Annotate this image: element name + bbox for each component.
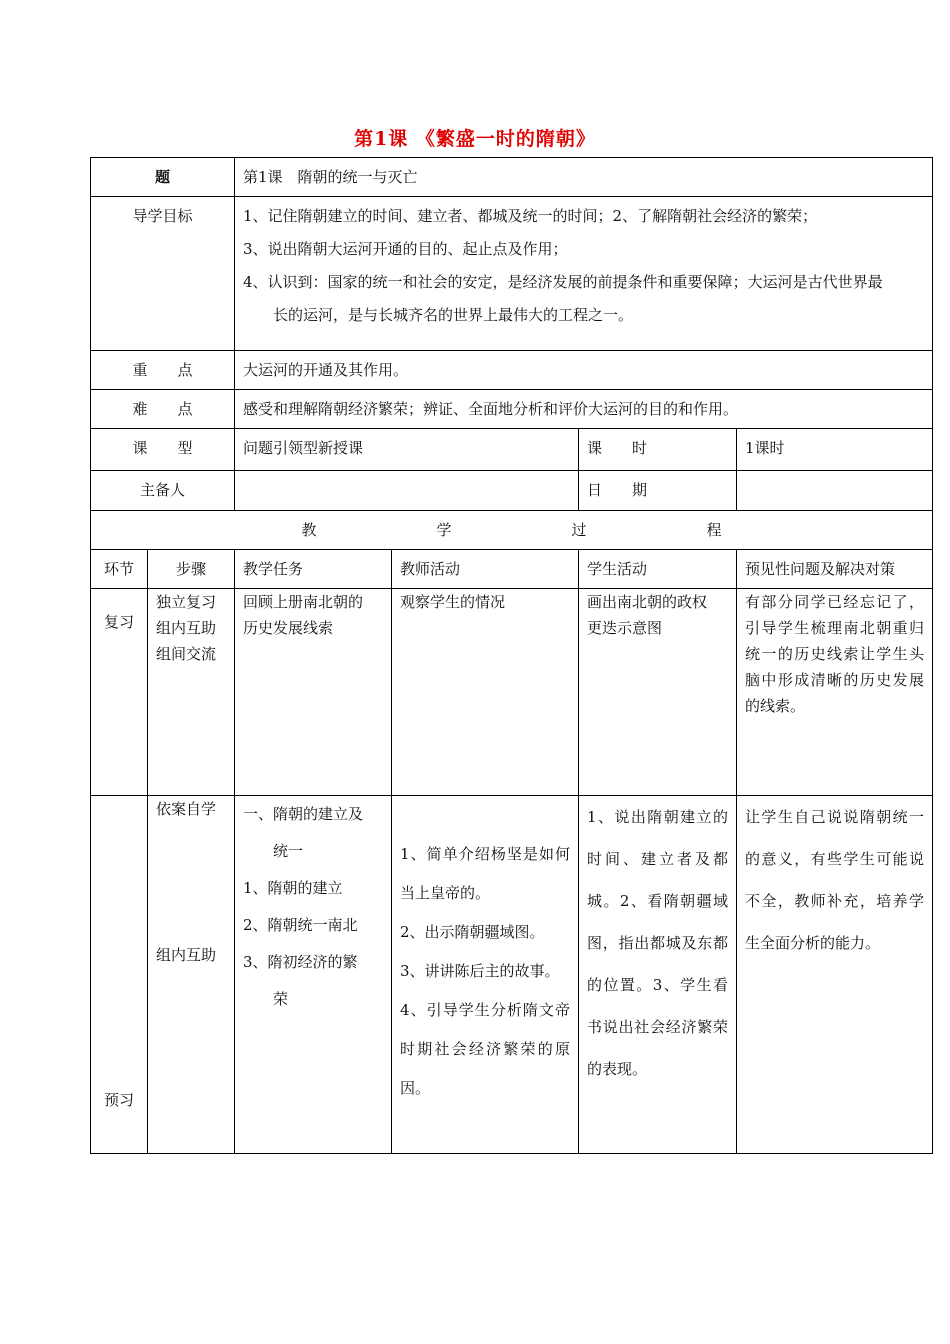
column-header: 教师活动: [392, 550, 579, 589]
lesson-plan-table: [90, 157, 933, 1154]
topic-row: [91, 158, 933, 197]
task-line: 2、隋朝统一南北: [243, 916, 358, 934]
task-cell: [235, 589, 392, 796]
stage-label: 预习: [103, 1091, 134, 1109]
type-row: [91, 429, 933, 471]
student-line: 更迭示意图: [587, 619, 663, 637]
type-label: 课 型: [91, 429, 235, 471]
goals-row: [91, 197, 933, 351]
preview-row: [91, 796, 933, 1154]
difficult-label: 难 点: [91, 390, 235, 429]
step-item: 独立复习: [156, 593, 217, 611]
teacher-cell: [392, 589, 579, 796]
process-header: 教 学 过 程: [91, 511, 933, 550]
key-row: [91, 351, 933, 390]
key-label: 重 点: [91, 351, 235, 390]
page-title: 第1课 《繁盛一时的隋朝》: [354, 128, 596, 150]
stage-cell: [91, 589, 148, 796]
student-cell: [579, 796, 737, 1154]
date-value: [737, 471, 933, 511]
step-item: 组间交流: [156, 645, 217, 663]
goals-cell: [235, 197, 933, 351]
teacher-text: 1、简单介绍杨坚是如何当上皇帝的。 2、出示隋朝疆域图。 3、讲讲陈后主的故事。 4、引导学生分析隋文帝时期社会经济繁荣的原因。: [400, 845, 571, 1097]
column-header: 步骤: [148, 550, 235, 589]
preparer-label: 主备人: [91, 471, 235, 511]
column-header: 环节: [91, 550, 148, 589]
solution-text: 有部分同学已经忘记了，引导学生梳理南北朝重归统一的历史线索让学生头脑中形成清晰的历史发展的线索。: [745, 593, 925, 715]
solution-cell: [737, 796, 933, 1154]
column-header-row: [91, 550, 933, 589]
task-line: 一、隋朝的建立及: [243, 805, 364, 823]
goal-line: 1、记住隋朝建立的时间、建立者、都城及统一的时间；2、了解隋朝社会经济的繁荣；: [243, 207, 818, 225]
task-line: 统一: [273, 842, 304, 860]
type-text: 问题引领型新授课: [243, 439, 364, 457]
column-header: 预见性问题及解决对策: [737, 550, 933, 589]
topic-label: 题: [91, 158, 235, 197]
student-text: 1、说出隋朝建立的时间、建立者及都城。2、看隋朝疆域图，指出都城及东都的位置。3、学生看书说出社会经济繁荣的表现。: [587, 808, 729, 1078]
steps-cell: [148, 589, 235, 796]
review-row: [91, 589, 933, 796]
date-label: 日 期: [579, 471, 737, 511]
stage-cell: [91, 796, 148, 1154]
goals-label: 导学目标: [91, 197, 235, 351]
solution-cell: [737, 589, 933, 796]
goal-line: 长的运河，是与长城齐名的世界上最伟大的工程之一。: [273, 306, 634, 324]
student-line: 画出南北朝的政权: [587, 593, 708, 611]
column-header: 学生活动: [579, 550, 737, 589]
goal-line: 3、说出隋朝大运河开通的目的、起止点及作用；: [243, 240, 568, 258]
preparer-value: [235, 471, 579, 511]
task-line: 历史发展线索: [243, 619, 334, 637]
task-line: 回顾上册南北朝的: [243, 593, 364, 611]
teacher-line: 观察学生的情况: [400, 593, 506, 611]
solution-text: 让学生自己说说隋朝统一的意义，有些学生可能说不全，教师补充，培养学生全面分析的能力。: [745, 808, 925, 952]
steps-cell: [148, 796, 235, 1154]
step-item: 组内互助: [156, 619, 217, 637]
type-value: [235, 429, 579, 471]
stage-label: 复习: [103, 613, 134, 631]
goal-line: 4、认识到：国家的统一和社会的安定，是经济发展的前提条件和重要保障；大运河是古代世界最: [243, 273, 883, 291]
teacher-cell: [392, 796, 579, 1154]
key-value: 大运河的开通及其作用。: [235, 351, 933, 390]
step-item: 依案自学: [156, 800, 217, 818]
difficult-value: 感受和理解隋朝经济繁荣；辨证、全面地分析和评价大运河的目的和作用。: [235, 390, 933, 429]
hours-value: 1课时: [737, 429, 933, 471]
step-item: 组内互助: [156, 946, 217, 964]
preparer-row: [91, 471, 933, 511]
task-line: 荣: [273, 990, 289, 1008]
hours-label: 课 时: [579, 429, 737, 471]
student-cell: [579, 589, 737, 796]
task-cell: [235, 796, 392, 1154]
process-header-row: [91, 511, 933, 550]
column-header: 教学任务: [235, 550, 392, 589]
task-line: 3、隋初经济的繁: [243, 953, 358, 971]
topic-value: 第1课 隋朝的统一与灭亡: [235, 158, 933, 197]
difficult-row: [91, 390, 933, 429]
task-line: 1、隋朝的建立: [243, 879, 343, 897]
